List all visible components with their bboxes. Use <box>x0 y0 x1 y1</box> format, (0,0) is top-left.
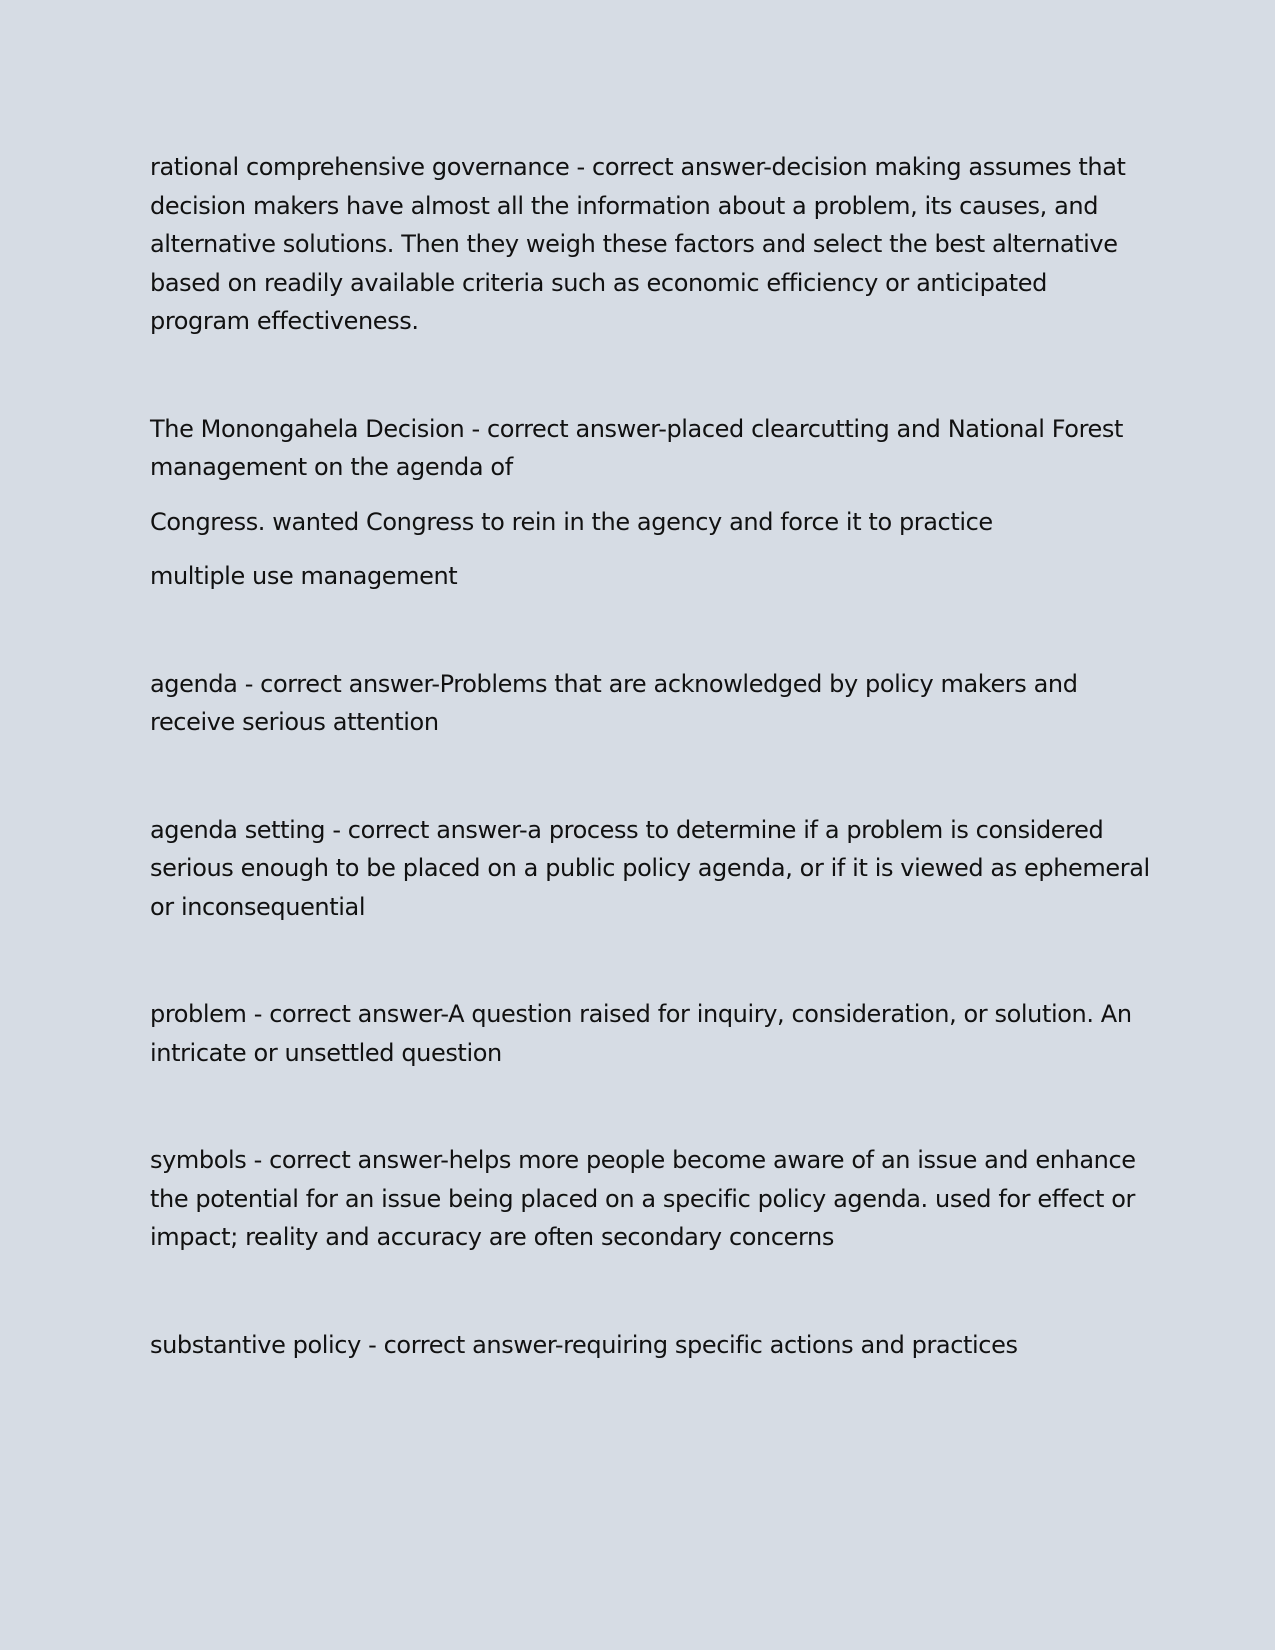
flashcard-entry-rational-comprehensive <box>150 148 1150 341</box>
entry-text: problem - correct answer-A question raised for inquiry, consideration, or solution. An intricate or unsettled question <box>150 1000 1132 1067</box>
flashcard-entry-agenda <box>150 665 1150 742</box>
entry-text: symbols - correct answer-helps more people become aware of an issue and enhance the potential for an issue being placed on a specific policy agenda. used for effect or impact; reality and accuracy are often secondary concerns <box>150 1146 1136 1251</box>
entry-text: agenda setting - correct answer-a process to determine if a problem is considered serious enough to be placed on a public policy agenda, or if it is viewed as ephemeral or inconsequential <box>150 815 1150 921</box>
document-page <box>150 148 1150 1433</box>
entry-text: multiple use management <box>150 562 458 590</box>
flashcard-entry-problem <box>150 995 1150 1072</box>
flashcard-entry-substantive-policy <box>150 1326 1150 1365</box>
entry-text: rational comprehensive governance - correct answer-decision making assumes that decision makers have almost all the information about a problem, its causes, and alternative solutions. Then they weigh these factors and select the best alternative based on readily available criteria such as economic efficiency or anticipated program effectiveness. <box>150 153 1126 335</box>
flashcard-entry-agenda-setting <box>150 811 1150 927</box>
entry-text: The Monongahela Decision - correct answer-placed clearcutting and National Forest management on the agenda of <box>150 414 1123 481</box>
entry-text: Congress. wanted Congress to rein in the agency and force it to practice <box>150 507 993 536</box>
entry-text: substantive policy - correct answer-requiring specific actions and practices <box>150 1330 1018 1359</box>
entry-text: agenda - correct answer-Problems that are acknowledged by policy makers and receive serious attention <box>150 669 1078 736</box>
flashcard-entry-monongahela <box>150 410 1150 596</box>
flashcard-entry-symbols <box>150 1141 1150 1257</box>
